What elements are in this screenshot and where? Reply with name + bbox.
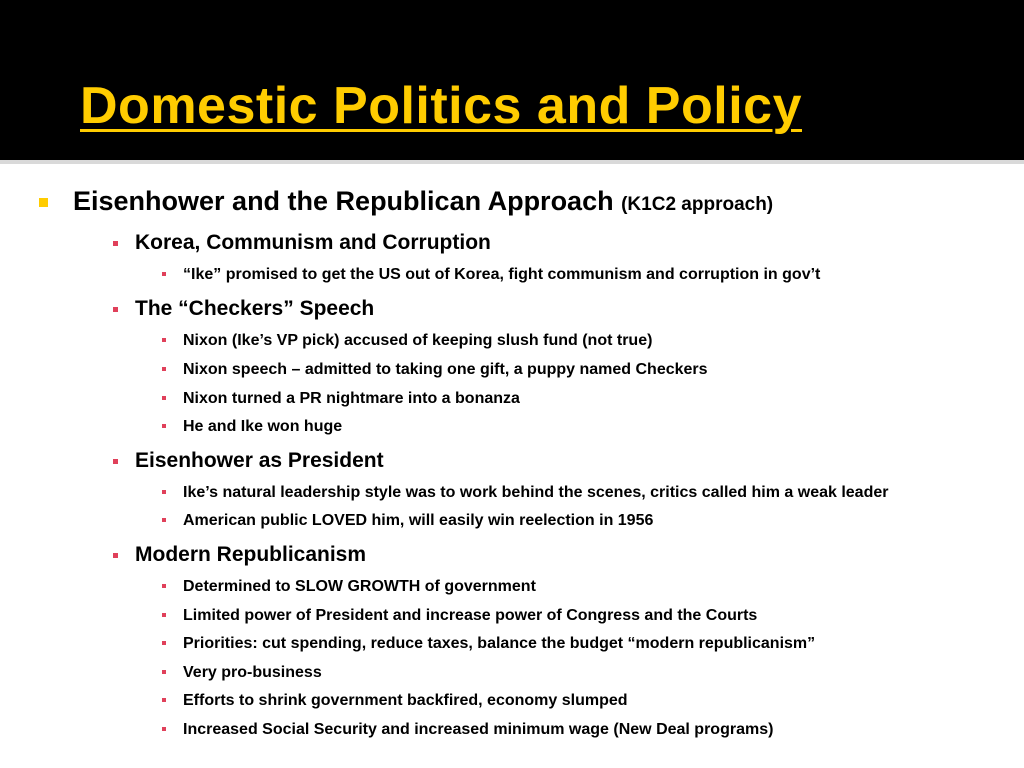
bullet-l3-icon [162, 272, 166, 276]
list-item: Increased Social Security and increased minimum wage (New Deal programs) [183, 721, 774, 738]
bullet-l3-icon [162, 641, 166, 645]
section-label: Modern Republicanism [135, 543, 367, 566]
bullet-l3-icon [162, 518, 166, 522]
list-item: American public LOVED him, will easily win reelection in 1956 [183, 512, 654, 529]
list-item: Priorities: cut spending, reduce taxes, balance the budget “modern republicanism” [183, 635, 816, 652]
list-item: Nixon turned a PR nightmare into a bonanza [183, 390, 520, 407]
bullet-l3-icon [162, 338, 166, 342]
list-item: Determined to SLOW GROWTH of government [183, 578, 536, 595]
bullet-l1-icon [39, 198, 48, 207]
bullet-l3-icon [162, 584, 166, 588]
bullet-l3-icon [162, 670, 166, 674]
list-item: He and Ike won huge [183, 418, 343, 435]
list-item: Nixon speech – admitted to taking one gift, a puppy named Checkers [183, 361, 708, 378]
bullet-l3-icon [162, 727, 166, 731]
bullet-l3-icon [162, 396, 166, 400]
slide-title: Domestic Politics and Policy [80, 77, 802, 135]
list-item: “Ike” promised to get the US out of Korea, fight communism and corruption in gov’t [183, 266, 821, 283]
section-label: Korea, Communism and Corruption [135, 231, 491, 254]
list-item: Ike’s natural leadership style was to work behind the scenes, critics called him a weak leader [183, 484, 889, 501]
heading-text: Eisenhower and the Republican Approach [73, 186, 614, 216]
list-item: Very pro-business [183, 664, 322, 681]
bullet-l3-icon [162, 613, 166, 617]
bullet-l3-icon [162, 424, 166, 428]
section-label: Eisenhower as President [135, 449, 384, 472]
bullet-l2-icon [113, 307, 118, 312]
bullet-l3-icon [162, 367, 166, 371]
bullet-l2-icon [113, 459, 118, 464]
section-label: The “Checkers” Speech [135, 297, 375, 320]
bullet-l3-icon [162, 698, 166, 702]
list-item: Efforts to shrink government backfired, economy slumped [183, 692, 628, 709]
bullet-l2-icon [113, 553, 118, 558]
bullet-l2-icon [113, 241, 118, 246]
heading-bullet [73, 186, 773, 217]
list-item: Nixon (Ike’s VP pick) accused of keeping slush fund (not true) [183, 332, 653, 349]
heading-note: (K1C2 approach) [621, 194, 774, 215]
list-item: Limited power of President and increase power of Congress and the Courts [183, 607, 758, 624]
bullet-l3-icon [162, 490, 166, 494]
